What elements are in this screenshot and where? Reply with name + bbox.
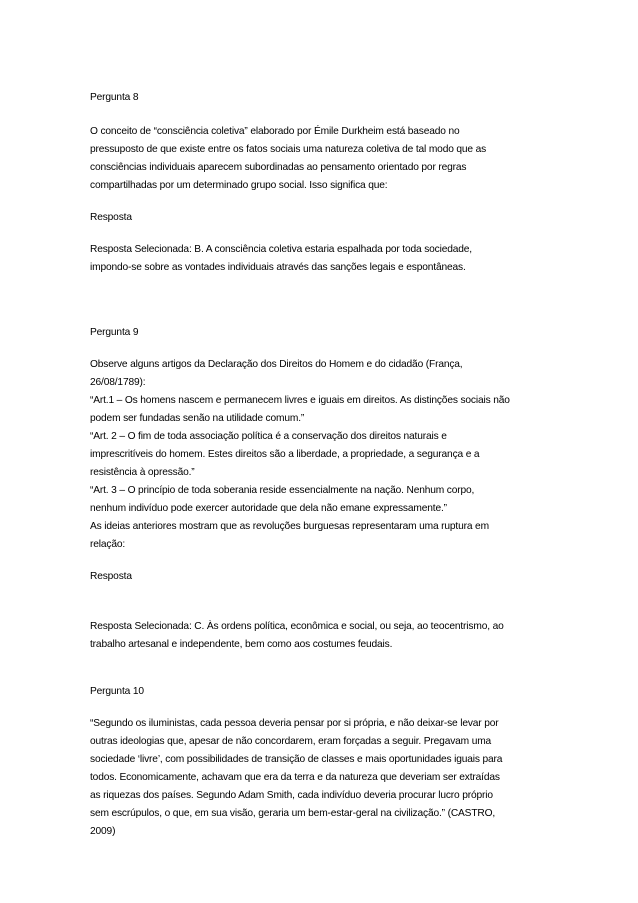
- question-9-line: Observe alguns artigos da Declaração dos Direitos do Homem e do cidadão (França,: [90, 359, 463, 370]
- question-9-line: resistência à opressão.”: [90, 467, 195, 478]
- question-10-heading: Pergunta 10: [90, 686, 144, 697]
- question-9-line: nenhum indivíduo pode exercer autoridade que dela não emane expressamente.”: [90, 503, 447, 514]
- question-8-line: O conceito de “consciência coletiva” elaborado por Émile Durkheim está baseado no: [90, 126, 460, 137]
- question-9-line: “Art. 3 – O princípio de toda soberania reside essencialmente na nação. Nenhum corpo,: [90, 485, 475, 496]
- question-9-heading: Pergunta 9: [90, 327, 139, 338]
- question-9-line: relação:: [90, 539, 126, 550]
- question-8-answer-label: Resposta: [90, 212, 132, 223]
- question-8-line: consciências individuais aparecem subordinadas ao pensamento orientado por regras: [90, 162, 467, 173]
- question-10-line: todos. Economicamente, achavam que era da terra e da natureza que deveriam ser extraídas: [90, 772, 500, 783]
- question-9-line: “Art.1 – Os homens nascem e permanecem livres e iguais em direitos. As distinções sociais não: [90, 395, 510, 406]
- question-9-line: “Art. 2 – O fim de toda associação política é a conservação dos direitos naturais e: [90, 431, 447, 442]
- question-9-answer-label: Resposta: [90, 571, 132, 582]
- question-10-line: outras ideologias que, apesar de não concordarem, eram forçadas a seguir. Pregavam uma: [90, 736, 492, 747]
- question-9-line: 26/08/1789):: [90, 377, 146, 388]
- question-9-line: podem ser fundadas senão na utilidade comum.”: [90, 413, 305, 424]
- question-9-answer-line: trabalho artesanal e independente, bem como aos costumes feudais.: [90, 639, 393, 650]
- question-10-line: sem escrúpulos, o que, em sua visão, geraria um bem-estar-geral na civilização.” (CASTRO,: [90, 808, 496, 819]
- question-9-answer-line: Resposta Selecionada: C. Às ordens política, econômica e social, ou seja, ao teocentrismo, ao: [90, 621, 504, 632]
- question-8-line: compartilhadas por um determinado grupo social. Isso significa que:: [90, 180, 388, 191]
- question-8-heading: Pergunta 8: [90, 92, 139, 103]
- question-8-answer-line: Resposta Selecionada: B. A consciência coletiva estaria espalhada por toda sociedade,: [90, 244, 472, 255]
- question-10-line: “Segundo os iluministas, cada pessoa deveria pensar por si própria, e não deixar-se levar por: [90, 718, 499, 729]
- question-10-line: as riquezas dos países. Segundo Adam Smith, cada indivíduo deveria procurar lucro próprio: [90, 790, 493, 801]
- question-10-line: 2009): [90, 826, 116, 837]
- question-10-line: sociedade ‘livre’, com possibilidades de transição de classes e mais oportunidades iguais para: [90, 754, 503, 765]
- question-8-answer-line: impondo-se sobre as vontades individuais através das sanções legais e espontâneas.: [90, 262, 466, 273]
- question-9-line: imprescritíveis do homem. Estes direitos são a liberdade, a propriedade, a segurança e a: [90, 449, 480, 460]
- question-9-line: As ideias anteriores mostram que as revoluções burguesas representaram uma ruptura em: [90, 521, 489, 532]
- question-8-line: pressuposto de que existe entre os fatos sociais uma natureza coletiva de tal modo que as: [90, 144, 487, 155]
